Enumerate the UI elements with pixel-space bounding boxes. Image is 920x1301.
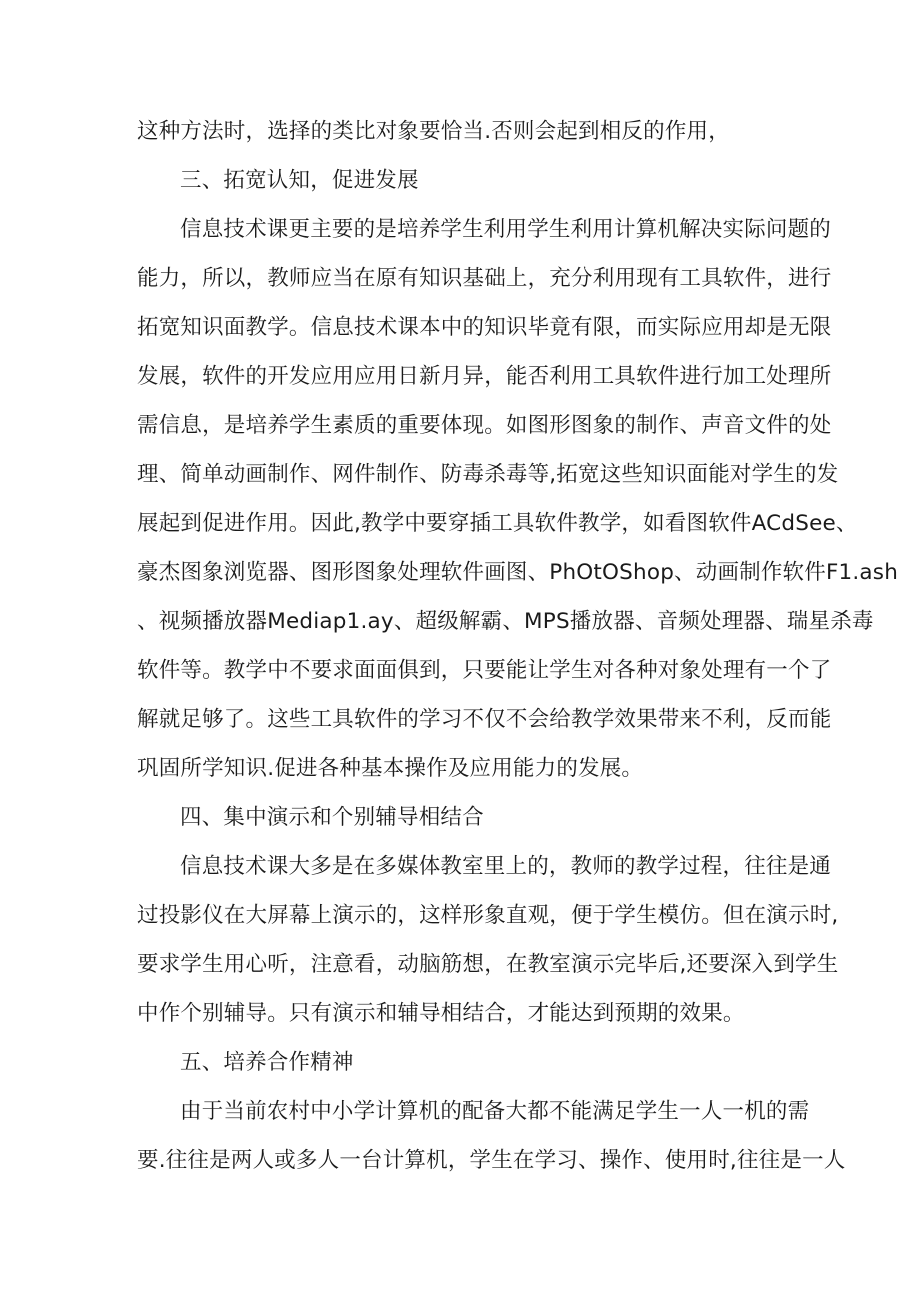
text-line: 过投影仪在大屏幕上演示的，这样形象直观，便于学生模仿。但在演示时,: [137, 903, 839, 928]
text-line: 展起到促进作用。因此,教学中要穿插工具软件教学，如看图软件ACdSee、: [137, 511, 858, 536]
section-heading-3: 三、拓宽认知，促进发展: [180, 168, 419, 193]
text-line: 巩固所学知识.促进各种基本操作及应用能力的发展。: [137, 756, 644, 781]
text-line: 理、简单动画制作、网件制作、防毒杀毒等,拓宽这些知识面能对学生的发: [137, 462, 839, 487]
text-line: 豪杰图象浏览器、图形图象处理软件画图、PhOtOShop、动画制作软件F1.ash: [137, 560, 899, 585]
text-line: 要.往往是两人或多人一台计算机，学生在学习、操作、使用时,往往是一人: [137, 1148, 846, 1173]
paragraph-first-line: 信息技术课更主要的是培养学生利用学生利用计算机解决实际问题的: [180, 217, 832, 242]
text-line: 软件等。教学中不要求面面俱到，只要能让学生对各种对象处理有一个了: [137, 658, 832, 683]
text-line: 需信息，是培养学生素质的重要体现。如图形图象的制作、声音文件的处: [137, 413, 832, 438]
section-heading-5: 五、培养合作精神: [180, 1050, 354, 1075]
paragraph-first-line: 信息技术课大多是在多媒体教室里上的，教师的教学过程，往往是通: [180, 854, 832, 879]
text-line: 、视频播放器Mediap1.ay、超级解霸、MPS播放器、音频处理器、瑞星杀毒: [137, 609, 874, 634]
text-line: 中作个别辅导。只有演示和辅导相结合，才能达到预期的效果。: [137, 1001, 745, 1026]
text-line: 解就足够了。这些工具软件的学习不仅不会给教学效果带来不利，反而能: [137, 707, 832, 732]
section-heading-4: 四、集中演示和个别辅导相结合: [180, 805, 484, 830]
text-line: 要求学生用心听，注意看，动脑筋想，在教室演示完毕后,还要深入到学生: [137, 952, 839, 977]
text-line: 能力，所以，教师应当在原有知识基础上，充分利用现有工具软件，进行: [137, 266, 832, 291]
text-line: 这种方法时，选择的类比对象要恰当.否则会起到相反的作用，: [137, 119, 730, 144]
text-line: 发展，软件的开发应用应用日新月异，能否利用工具软件进行加工处理所: [137, 364, 832, 389]
text-line: 拓宽知识面教学。信息技术课本中的知识毕竟有限，而实际应用却是无限: [137, 315, 832, 340]
paragraph-first-line: 由于当前农村中小学计算机的配备大都不能满足学生一人一机的需: [180, 1099, 810, 1124]
